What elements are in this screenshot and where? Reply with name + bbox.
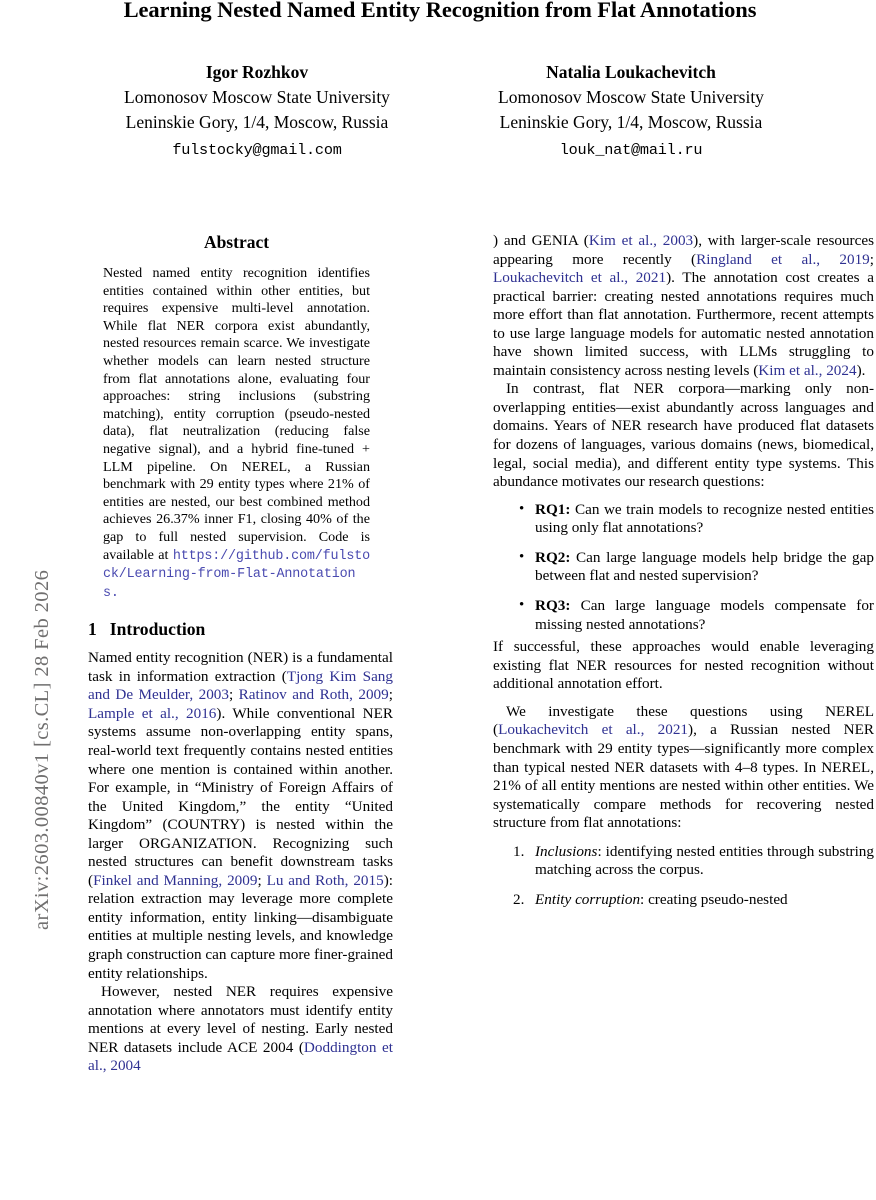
text-segment: ; — [229, 686, 239, 704]
rq-label: RQ1: — [535, 500, 571, 518]
citation-link[interactable]: Kim et al., 2003 — [588, 232, 694, 249]
method-text: : creating pseudo-nested — [640, 890, 788, 908]
citation-link[interactable]: Tjong Kim Sang and De Meulder, 2003 — [88, 667, 393, 704]
intro-paragraph-1 — [88, 649, 393, 983]
intro-paragraph-4: If successful, these approaches would enable leveraging existing flat NER resources for nested recognition without additional annotation effort. — [493, 638, 874, 693]
author-name: Natalia Loukachevitch — [546, 62, 716, 82]
intro-paragraph-2-continued — [493, 232, 874, 380]
intro-paragraph-2-start — [88, 983, 393, 1076]
text-segment: ; — [388, 686, 393, 704]
method-label: Entity corruption — [535, 890, 641, 908]
section-number: 1 — [88, 619, 97, 640]
rq-text: Can large language models help bridge the gap between flat and nested supervision? — [535, 548, 874, 585]
abstract-text: Nested named entity recognition identifies entities contained within other entities, but requires expensive multi-level annotation. While flat NER corpora exist abundantly, nested resources remain scarce. We investigate whether models can learn nested structure from flat annotations alone, evaluating four approaches: string inclusions (substring matching), entity corruption (pseudo-nested data), flat neutralization (reducing false negative signal), and a hybrid fine-tuned + LLM pipeline. On NEREL, a Russian benchmark with 29 entity types where 21% of entities are nested, our best combined method achieves 26.37% inner F1, closing 40% of the gap to full nested supervision. Code is available at — [103, 265, 370, 563]
abstract-body — [103, 265, 370, 602]
rq-text: Can we train models to recognize nested entities using only flat annotations? — [535, 500, 874, 537]
author-email[interactable]: fulstocky@gmail.com — [172, 141, 342, 159]
repo-url-line2: Learning-from-Flat-Annotations. — [103, 567, 356, 601]
rq-label: RQ2: — [535, 548, 571, 566]
list-item — [523, 891, 874, 910]
citation-link[interactable]: Lample et al., 2016 — [88, 704, 217, 722]
citation-link[interactable]: Ringland et al., 2019 — [696, 250, 870, 268]
text-segment: ) and GENIA ( — [493, 232, 589, 249]
intro-paragraph-3: In contrast, flat NER corpora—marking only non-overlapping entities—exist abundantly across languages and domains. Years of NER research have produced flat datasets for dozens of languages, various domains (news, biomedical, legal, social media), and different entity type systems. This abundance motivates our research questions: — [493, 380, 874, 491]
intro-paragraph-5 — [493, 703, 874, 833]
citation-link[interactable]: Loukachevitch et al., 2021 — [493, 269, 667, 287]
author-affiliation: Lomonosov Moscow State University — [124, 87, 390, 107]
list-item — [523, 501, 874, 538]
list-item — [523, 549, 874, 586]
text-segment: ), a Russian nested NER benchmark with 29 entity types—significantly more complex than typical nested NER datasets with 4–8 types. In NEREL, 21% of all entity mentions are nested within other entities. We systematically compare methods for recovering nested structure from flat annotations: — [493, 721, 874, 832]
rq-label: RQ3: — [535, 597, 571, 615]
page-title: Learning Nested Named Entity Recognition from Flat Annotations — [123, 0, 757, 22]
repo-url-line1: https://github.com/fulstock/ — [103, 548, 370, 583]
text-segment: However, nested NER requires expensive annotation where annotators must identify entity mentions at every level of nesting. Early nested NER datasets include ACE 2004 ( — [88, 983, 393, 1056]
citation-link[interactable]: Kim et al., 2024 — [758, 361, 857, 379]
text-segment: Named entity recognition (NER) is a fundamental task in information extraction ( — [88, 649, 393, 685]
column-right — [493, 232, 874, 920]
citation-link[interactable]: Ratinov and Roth, 2009 — [238, 686, 389, 704]
author-email[interactable]: louk_nat@mail.ru — [559, 141, 703, 159]
text-segment: ). — [856, 361, 866, 379]
list-item — [523, 597, 874, 634]
text-segment: ): relation extraction may leverage more complete entity information, entity linking—disambiguate entities at multiple nesting levels, and knowledge graph construction can capture more finer-grained entity relationships. — [88, 871, 393, 982]
citation-link[interactable]: Loukachevitch et al., 2021 — [498, 721, 689, 739]
author-entry — [444, 60, 818, 163]
citation-link[interactable]: Doddington et al., 2004 — [88, 1038, 394, 1075]
list-item — [523, 843, 874, 880]
citation-link[interactable]: Finkel and Manning, 2009 — [93, 871, 258, 889]
abstract-section — [103, 232, 370, 602]
section-title: Introduction — [109, 619, 206, 640]
text-segment: ), with larger-scale resources appearing more recently ( — [493, 232, 875, 268]
arxiv-stamp-text: arXiv:2603.00840v1 [cs.CL] 28 Feb 2026 — [31, 569, 53, 930]
text-segment: ). The annotation cost creates a practical barrier: creating nested annotations requires much more effort than flat annotation. Furthermore, recent attempts to use large language models for automatic nested annotation have shown limited success, with LLMs struggling to maintain consistency across nesting levels ( — [493, 269, 874, 379]
section-heading-introduction — [88, 619, 393, 640]
text-segment: ). While conventional NER systems assume non-overlapping entity spans, real-world text frequently contains nested entities where one mention is contained within another. For example, in “Ministry of Foreign Affairs of the United Kingdom,” the entity “United Kingdom” (COUNTRY) is nested within the larger ORGANIZATION. Recognizing such nested structures can benefit downstream tasks ( — [88, 704, 393, 889]
paragraph-spacer — [493, 694, 874, 703]
column-left — [88, 232, 393, 1076]
methods-list — [493, 843, 874, 910]
author-name: Igor Rozhkov — [205, 62, 309, 82]
author-affiliation: Lomonosov Moscow State University — [498, 87, 764, 107]
text-segment: We investigate these questions using NEREL ( — [493, 702, 874, 739]
text-segment: ; — [257, 871, 267, 889]
research-questions-list — [493, 501, 874, 635]
rq-text: Can large language models compensate for missing nested annotations? — [535, 597, 874, 633]
author-entry — [70, 60, 444, 163]
author-block — [70, 60, 818, 163]
method-text: : identifying nested entities through substring matching across the corpus. — [535, 842, 874, 879]
abstract-heading: Abstract — [203, 232, 270, 252]
author-address: Leninskie Gory, 1/4, Moscow, Russia — [125, 111, 389, 132]
citation-link[interactable]: Lu and Roth, 2015 — [266, 871, 384, 889]
method-label: Inclusions — [535, 842, 598, 860]
text-segment: ; — [869, 250, 875, 268]
author-address: Leninskie Gory, 1/4, Moscow, Russia — [499, 111, 763, 132]
